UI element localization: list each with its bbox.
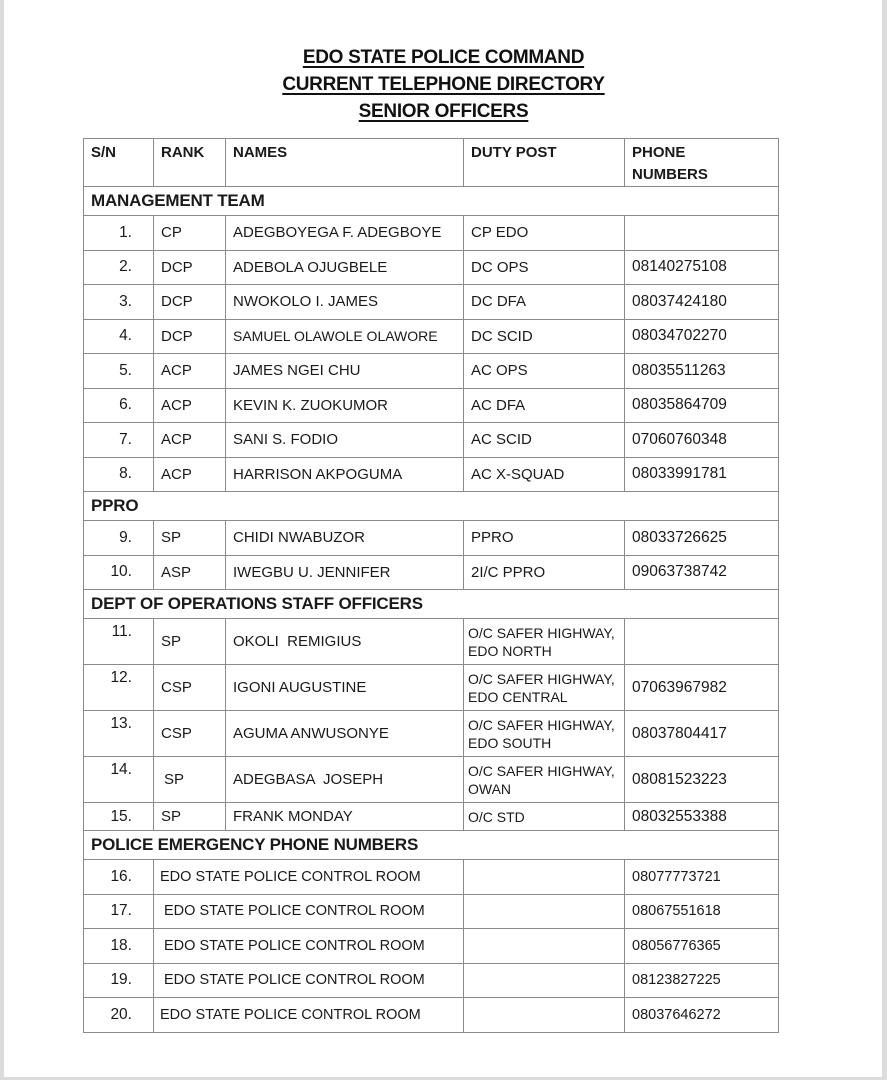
- duty-post-line2: EDO SOUTH: [468, 734, 552, 751]
- cell-name: EDO STATE POLICE CONTROL ROOM: [154, 929, 464, 964]
- duty-post-line1: O/C SAFER HIGHWAY,: [468, 624, 615, 641]
- table-row: [84, 521, 779, 556]
- table-row: [84, 285, 779, 320]
- duty-post-line2: EDO NORTH: [468, 642, 552, 659]
- cell-name: SAMUEL OLAWOLE OLAWORE: [226, 319, 464, 354]
- cell-duty-post: [464, 757, 625, 803]
- table-row: [84, 619, 779, 665]
- cell-rank: ACP: [154, 457, 226, 492]
- table-row: [84, 860, 779, 895]
- cell-rank: DCP: [154, 319, 226, 354]
- cell-sn: 3.: [84, 285, 154, 320]
- table-row: [84, 665, 779, 711]
- cell-duty-post: [464, 929, 625, 964]
- cell-rank: DCP: [154, 250, 226, 285]
- cell-phone: 08056776365: [625, 929, 779, 964]
- cell-name: EDO STATE POLICE CONTROL ROOM: [154, 860, 464, 895]
- cell-sn: 15.: [84, 803, 154, 831]
- cell-name: ADEBOLA OJUGBELE: [226, 250, 464, 285]
- table-row: [84, 894, 779, 929]
- table-row: [84, 216, 779, 251]
- cell-phone: 08033991781: [625, 457, 779, 492]
- table-row: [84, 803, 779, 831]
- cell-phone: 08033726625: [625, 521, 779, 556]
- cell-name: EDO STATE POLICE CONTROL ROOM: [154, 894, 464, 929]
- section-title-emergency-numbers: POLICE EMERGENCY PHONE NUMBERS: [84, 831, 779, 860]
- cell-sn: 8.: [84, 457, 154, 492]
- cell-sn: 14.: [84, 757, 154, 803]
- section-header-row: [84, 187, 779, 216]
- cell-sn: 19.: [84, 963, 154, 998]
- table-row: [84, 998, 779, 1033]
- table-row: [84, 963, 779, 998]
- cell-duty-post: DC DFA: [464, 285, 625, 320]
- title-line-command: EDO STATE POLICE COMMAND: [302, 47, 585, 68]
- cell-name: EDO STATE POLICE CONTROL ROOM: [154, 998, 464, 1033]
- cell-duty-post: AC SCID: [464, 423, 625, 458]
- cell-phone: 08081523223: [625, 757, 779, 803]
- cell-duty-post: [464, 894, 625, 929]
- cell-sn: 12.: [84, 665, 154, 711]
- header-phone-line1: PHONE: [632, 144, 686, 161]
- cell-name: FRANK MONDAY: [226, 803, 464, 831]
- table-row: [84, 757, 779, 803]
- header-rank: RANK: [154, 139, 226, 187]
- section-title-ppro: PPRO: [84, 492, 779, 521]
- cell-sn: 5.: [84, 354, 154, 389]
- cell-phone: 08035511263: [625, 354, 779, 389]
- table-row: [84, 929, 779, 964]
- cell-phone: 08037646272: [625, 998, 779, 1033]
- cell-duty-post: PPRO: [464, 521, 625, 556]
- cell-phone: 08140275108: [625, 250, 779, 285]
- cell-sn: 6.: [84, 388, 154, 423]
- cell-rank: SP: [154, 521, 226, 556]
- header-sn: S/N: [84, 139, 154, 187]
- cell-rank: ACP: [154, 388, 226, 423]
- cell-sn: 9.: [84, 521, 154, 556]
- cell-name: CHIDI NWABUZOR: [226, 521, 464, 556]
- cell-duty-post: [464, 860, 625, 895]
- table-row: [84, 457, 779, 492]
- cell-duty-post: [464, 619, 625, 665]
- cell-duty-post: AC DFA: [464, 388, 625, 423]
- section-header-row: [84, 831, 779, 860]
- cell-duty-post: DC OPS: [464, 250, 625, 285]
- cell-name: ADEGBOYEGA F. ADEGBOYE: [226, 216, 464, 251]
- header-duty-post: DUTY POST: [464, 139, 625, 187]
- section-title-management-team: MANAGEMENT TEAM: [84, 187, 779, 216]
- cell-sn: 18.: [84, 929, 154, 964]
- section-title-dept-operations: DEPT OF OPERATIONS STAFF OFFICERS: [84, 590, 779, 619]
- cell-rank: ACP: [154, 423, 226, 458]
- cell-phone: 08123827225: [625, 963, 779, 998]
- table-row: [84, 354, 779, 389]
- cell-duty-post: AC X-SQUAD: [464, 457, 625, 492]
- table-row: [84, 555, 779, 590]
- table-row: [84, 250, 779, 285]
- cell-duty-post: [464, 711, 625, 757]
- header-phone-line2: NUMBERS: [632, 166, 708, 183]
- cell-sn: 16.: [84, 860, 154, 895]
- table-row: [84, 423, 779, 458]
- duty-post-line2: OWAN: [468, 780, 512, 797]
- duty-post-line1: O/C SAFER HIGHWAY,: [468, 762, 615, 779]
- cell-phone: 08037804417: [625, 711, 779, 757]
- cell-phone: 08037424180: [625, 285, 779, 320]
- cell-name: OKOLI REMIGIUS: [226, 619, 464, 665]
- header-names: NAMES: [226, 139, 464, 187]
- cell-name: NWOKOLO I. JAMES: [226, 285, 464, 320]
- cell-name: ADEGBASA JOSEPH: [226, 757, 464, 803]
- cell-phone: 08067551618: [625, 894, 779, 929]
- cell-name: IGONI AUGUSTINE: [226, 665, 464, 711]
- cell-rank: ASP: [154, 555, 226, 590]
- cell-duty-post: [464, 963, 625, 998]
- cell-phone: 07063967982: [625, 665, 779, 711]
- cell-duty-post: [464, 665, 625, 711]
- cell-sn: 13.: [84, 711, 154, 757]
- cell-duty-post: O/C STD: [464, 803, 625, 831]
- cell-sn: 11.: [84, 619, 154, 665]
- cell-sn: 17.: [84, 894, 154, 929]
- duty-post-line1: O/C SAFER HIGHWAY,: [468, 670, 615, 687]
- cell-phone: [625, 216, 779, 251]
- duty-post-line1: O/C SAFER HIGHWAY,: [468, 716, 615, 733]
- cell-duty-post: [464, 998, 625, 1033]
- cell-phone: 08034702270: [625, 319, 779, 354]
- cell-sn: 20.: [84, 998, 154, 1033]
- telephone-directory-table: [83, 138, 779, 1033]
- duty-post-line2: EDO CENTRAL: [468, 688, 568, 705]
- cell-phone: 08035864709: [625, 388, 779, 423]
- cell-rank: SP: [154, 757, 226, 803]
- cell-rank: ACP: [154, 354, 226, 389]
- cell-rank: CSP: [154, 711, 226, 757]
- cell-name: SANI S. FODIO: [226, 423, 464, 458]
- cell-duty-post: 2I/C PPRO: [464, 555, 625, 590]
- cell-duty-post: AC OPS: [464, 354, 625, 389]
- table-row: [84, 388, 779, 423]
- table-row: [84, 319, 779, 354]
- section-header-row: [84, 492, 779, 521]
- cell-rank: CSP: [154, 665, 226, 711]
- cell-sn: 1.: [84, 216, 154, 251]
- cell-sn: 2.: [84, 250, 154, 285]
- cell-sn: 10.: [84, 555, 154, 590]
- cell-name: IWEGBU U. JENNIFER: [226, 555, 464, 590]
- cell-duty-post: DC SCID: [464, 319, 625, 354]
- cell-rank: SP: [154, 619, 226, 665]
- cell-rank: DCP: [154, 285, 226, 320]
- cell-phone: 07060760348: [625, 423, 779, 458]
- cell-phone: [625, 619, 779, 665]
- title-line-senior-officers: SENIOR OFFICERS: [358, 101, 529, 122]
- document-title: [0, 44, 887, 125]
- cell-name: KEVIN K. ZUOKUMOR: [226, 388, 464, 423]
- title-line-directory: CURRENT TELEPHONE DIRECTORY: [282, 74, 605, 95]
- cell-name: JAMES NGEI CHU: [226, 354, 464, 389]
- cell-duty-post: CP EDO: [464, 216, 625, 251]
- cell-phone: 08077773721: [625, 860, 779, 895]
- cell-rank: SP: [154, 803, 226, 831]
- cell-rank: CP: [154, 216, 226, 251]
- header-phone-numbers: [625, 139, 779, 187]
- cell-phone: 09063738742: [625, 555, 779, 590]
- cell-name: HARRISON AKPOGUMA: [226, 457, 464, 492]
- cell-phone: 08032553388: [625, 803, 779, 831]
- cell-name: EDO STATE POLICE CONTROL ROOM: [154, 963, 464, 998]
- cell-sn: 7.: [84, 423, 154, 458]
- section-header-row: [84, 590, 779, 619]
- cell-name: AGUMA ANWUSONYE: [226, 711, 464, 757]
- table-header-row: [84, 139, 779, 187]
- table-row: [84, 711, 779, 757]
- cell-sn: 4.: [84, 319, 154, 354]
